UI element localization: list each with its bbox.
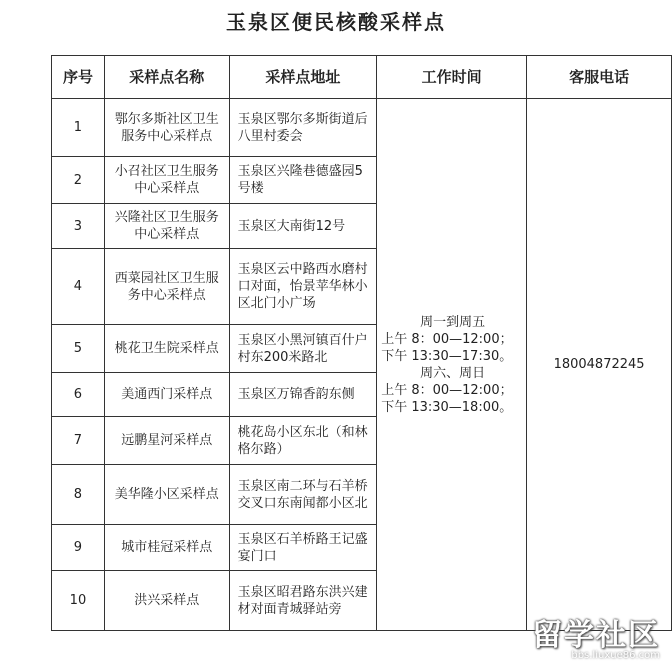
row-no: 8 <box>52 465 105 525</box>
site-name: 兴隆社区卫生服务中心采样点 <box>104 204 229 249</box>
weekend-am: 上午 8：00—12:00； <box>381 382 513 398</box>
watermark-url: bbs.liuxue86.com <box>571 650 660 661</box>
site-address: 玉泉区万锦香韵东侧 <box>229 373 377 417</box>
weekend-pm: 下午 13:30—18:00。 <box>381 399 513 415</box>
site-name: 鄂尔多斯社区卫生服务中心采样点 <box>104 99 229 157</box>
row-no: 3 <box>52 204 105 249</box>
row-no: 10 <box>52 571 105 631</box>
table-header-row <box>52 56 672 99</box>
service-phone: 18004872245 <box>527 99 672 631</box>
weekday-pm: 下午 13:30—17:30。 <box>381 348 513 364</box>
row-no: 1 <box>52 99 105 157</box>
site-name: 远鹏星河采样点 <box>104 417 229 465</box>
row-no: 4 <box>52 249 105 325</box>
row-no: 7 <box>52 417 105 465</box>
site-name: 西菜园社区卫生服务中心采样点 <box>104 249 229 325</box>
working-hours-cell <box>377 99 527 631</box>
weekday-label: 周一到周五 <box>420 314 486 330</box>
page-title: 玉泉区便民核酸采样点 <box>226 10 446 34</box>
sampling-sites-table <box>51 55 672 631</box>
header-service-phone: 客服电话 <box>527 56 672 99</box>
site-name: 美通西门采样点 <box>104 373 229 417</box>
header-no: 序号 <box>52 56 105 99</box>
weekend-label: 周六、周日 <box>420 365 486 381</box>
site-address: 玉泉区云中路西水磨村口对面，怡景苹华林小区北门小广场 <box>229 249 377 325</box>
watermark-logo-text: 留学社区 <box>532 618 660 653</box>
site-address: 玉泉区小黑河镇百什户村东200米路北 <box>229 325 377 373</box>
site-address: 玉泉区兴隆巷德盛园5号楼 <box>229 157 377 204</box>
site-address: 玉泉区石羊桥路王记盛宴门口 <box>229 525 377 571</box>
weekday-am: 上午 8：00—12:00； <box>381 331 513 347</box>
table-row <box>52 99 672 157</box>
row-no: 2 <box>52 157 105 204</box>
site-address: 玉泉区大南街12号 <box>229 204 377 249</box>
site-name: 桃花卫生院采样点 <box>104 325 229 373</box>
row-no: 9 <box>52 525 105 571</box>
watermark <box>532 610 660 661</box>
site-address: 玉泉区南二环与石羊桥交叉口东南闻都小区北 <box>229 465 377 525</box>
site-name: 城市桂冠采样点 <box>104 525 229 571</box>
site-name: 美华隆小区采样点 <box>104 465 229 525</box>
header-site-name: 采样点名称 <box>104 56 229 99</box>
site-name: 小召社区卫生服务中心采样点 <box>104 157 229 204</box>
header-site-address: 采样点地址 <box>229 56 377 99</box>
site-address: 玉泉区鄂尔多斯街道后八里村委会 <box>229 99 377 157</box>
row-no: 5 <box>52 325 105 373</box>
site-address: 桃花岛小区东北（和林格尔路） <box>229 417 377 465</box>
site-address: 玉泉区昭君路东洪兴建材对面青城驿站旁 <box>229 571 377 631</box>
site-name: 洪兴采样点 <box>104 571 229 631</box>
header-working-hours: 工作时间 <box>377 56 527 99</box>
row-no: 6 <box>52 373 105 417</box>
